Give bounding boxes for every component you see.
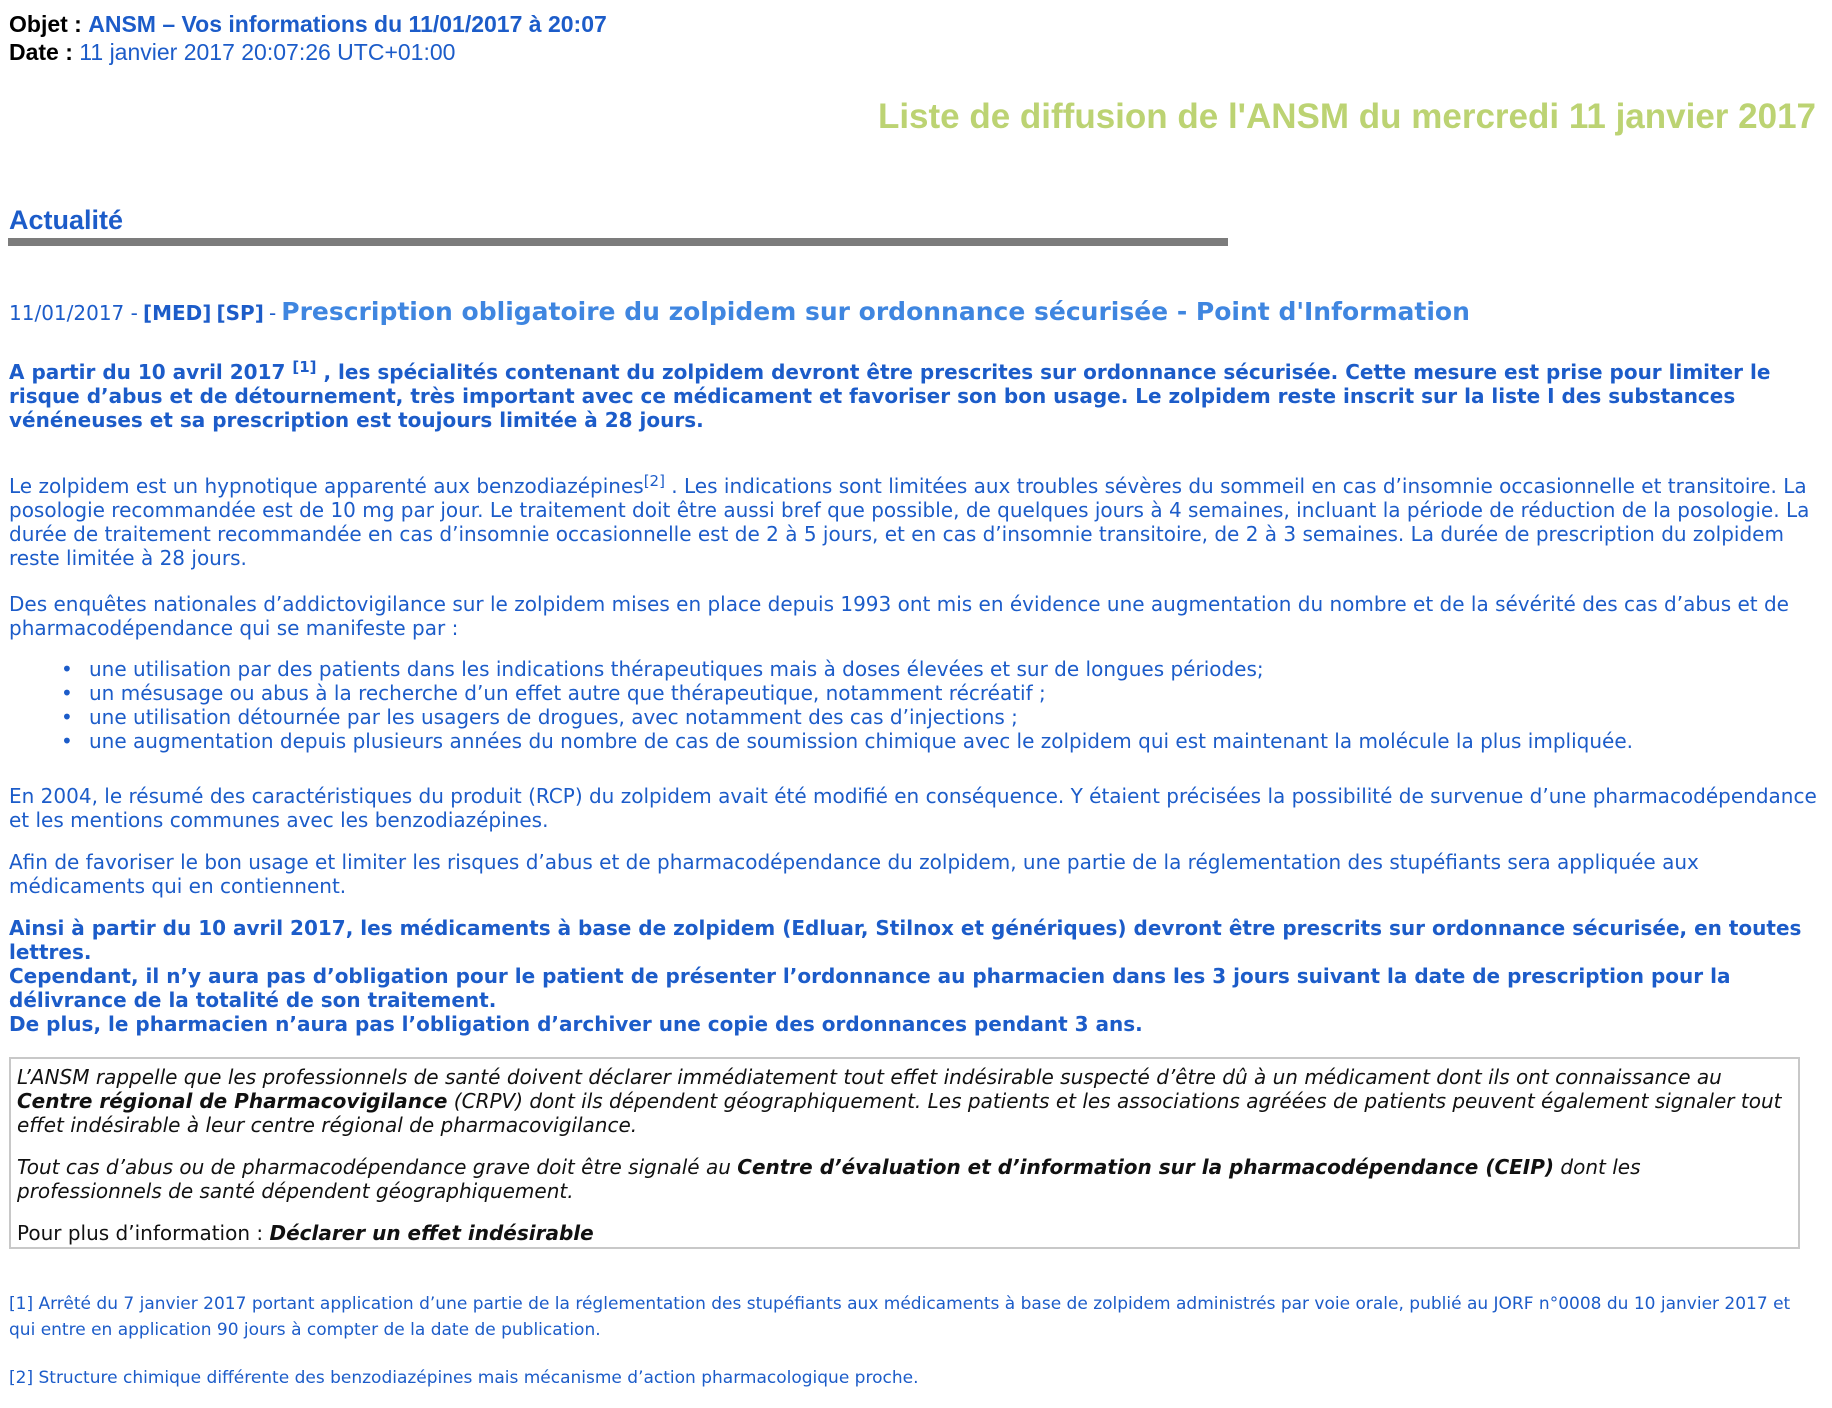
footnote-ref-1[interactable]: [1] [292,358,317,376]
paragraph-regulation: Afin de favoriser le bon usage et limiter les risques d’abus et de pharmacodépendance du zolpidem, une partie de la réglementation des stupéfiants sera appliquée aux médicaments qui en contiennent. [9,850,1699,898]
bullet-dot-icon: • [61,681,73,705]
bullet-dot-icon: • [61,657,73,681]
email-subject: ANSM – Vos informations du 11/01/2017 à 20:07 [88,11,607,37]
pharmacovigilance-notice-box [9,1057,1800,1249]
section-title: Actualité [9,205,124,235]
measure-line-1: Ainsi à partir du 10 avril 2017, les médicaments à base de zolpidem (Edluar, Stilnox et génériques) devront être prescrits sur ordonnance sécurisée, en toutes lettres. [9,916,1802,964]
notice-paragraph-1: L’ANSM rappelle que les professionnels de santé doivent déclarer immédiatement tout effet indésirable suspecté d’être dû à un médicament dont ils ont connaissance au Centre régional de Pharmacovigilance (CRPV) dont ils dépendent géographiquement. Les patients et les associations agréées de patients peuvent également signaler tout effet indésirable à leur centre régional de pharmacovigilance. [17,1065,1782,1137]
bold-measures-block [9,916,1809,1036]
tag-med: [MED] [142,301,212,325]
measure-line-2: Cependant, il n’y aura pas d’obligation pour le patient de présenter l’ordonnance au pharmacien dans les 3 jours suivant la date de prescription pour la délivrance de la totalité de son traitement. [9,964,1731,1012]
intro-text-start: A partir du 10 avril 2017 [9,360,286,384]
bullet-dot-icon: • [61,729,73,753]
list-item: • une augmentation depuis plusieurs années du nombre de cas de soumission chimique avec le zolpidem qui est maintenant la molécule la plus impliquée. [61,729,1633,753]
email-date-line [9,38,455,66]
newsletter-banner: Liste de diffusion de l'ANSM du mercredi 11 janvier 2017 [877,97,1816,136]
notice-paragraph-3: Pour plus d’information : Déclarer un effet indésirable [17,1221,594,1245]
footnote-1: [1] Arrêté du 7 janvier 2017 portant application d’une partie de la réglementation des stupéfiants aux médicaments à base de zolpidem administrés par voie orale, publié au JORF n°0008 du 10 janvier 2017 et qui entre en application 90 jours à compter de la date de publication. [9,1294,1791,1340]
footnote-2: [2] Structure chimique différente des benzodiazépines mais mécanisme d’action pharmacologique proche. [9,1368,919,1388]
measure-line-3: De plus, le pharmacien n’aura pas l’obligation d’archiver une copie des ordonnances pendant 3 ans. [9,1012,1143,1036]
list-item: • un mésusage ou abus à la recherche d’un effet autre que thérapeutique, notamment récréatif ; [61,681,1046,705]
paragraph-surveys: Des enquêtes nationales d’addictovigilance sur le zolpidem mises en place depuis 1993 ont mis en évidence une augmentation du nombre et de la sévérité des cas d’abus et de pharmacodépendance qui se manifeste par : [9,592,1789,640]
tag-sp: [SP] [216,301,264,325]
email-date: 11 janvier 2017 20:07:26 UTC+01:00 [79,39,456,65]
article-heading [9,297,1809,330]
paragraph-zolpidem-description [9,474,1824,570]
email-subject-line [9,10,607,38]
date-label: Date : [9,39,73,65]
declare-side-effect-link[interactable]: Déclarer un effet indésirable [269,1221,594,1245]
article-date: 11/01/2017 - [9,301,138,325]
article-title-link[interactable]: Prescription obligatoire du zolpidem sur ordonnance sécurisée - Point d'Information [281,297,1470,326]
section-divider [8,238,1228,246]
bullet-dot-icon: • [61,705,73,729]
para1-text-rest: . Les indications sont limitées aux troubles sévères du sommeil en cas d’insomnie occasionnelle et transitoire. La posologie recommandée est de 10 mg par jour. Le traitement doit être aussi bref que possible, de quelques jours à 4 semaines, incluant la période de réduction de la posologie. La durée de traitement recommandée en cas d’insomnie occasionnelle est de 2 à 5 jours, et en cas d’insomnie transitoire, de 2 à 3 semaines. La durée de prescription du zolpidem reste limitée à 28 jours. [9,474,1810,570]
notice-paragraph-2: Tout cas d’abus ou de pharmacodépendance grave doit être signalé au Centre d’évaluation et d’information sur la pharmacodépendance (CEIP) dont les professionnels de santé dépendent géographiquement. [17,1155,1641,1203]
list-item: • une utilisation par des patients dans les indications thérapeutiques mais à doses élevées et sur de longues périodes; [61,657,1264,681]
intro-paragraph [9,360,1809,432]
crpv-link[interactable]: Centre régional de Pharmacovigilance [17,1089,448,1113]
bullet-list-container [9,657,1824,753]
subject-label: Objet : [9,11,82,37]
ceip-link[interactable]: Centre d’évaluation et d’information sur la pharmacodépendance (CEIP) [737,1155,1555,1179]
intro-text-rest: , les spécialités contenant du zolpidem devront être prescrites sur ordonnance sécurisée. Cette mesure est prise pour limiter le risque d’abus et de détournement, très important avec ce médicament et favoriser son bon usage. Le zolpidem reste inscrit sur la liste I des substances vénéneuses et sa prescription est toujours limitée à 28 jours. [9,360,1771,432]
paragraph-rcp: En 2004, le résumé des caractéristiques du produit (RCP) du zolpidem avait été modifié en conséquence. Y étaient précisées la possibilité de survenue d’une pharmacodépendance et les mentions communes avec les benzodiazépines. [9,784,1817,832]
footnote-ref-2[interactable]: [2] [643,472,665,490]
bullet-list [9,657,1824,753]
para1-text-start: Le zolpidem est un hypnotique apparenté aux benzodiazépines [9,474,644,498]
article-separator: - [268,301,277,325]
list-item: • une utilisation détournée par les usagers de drogues, avec notamment des cas d’injections ; [61,705,1018,729]
